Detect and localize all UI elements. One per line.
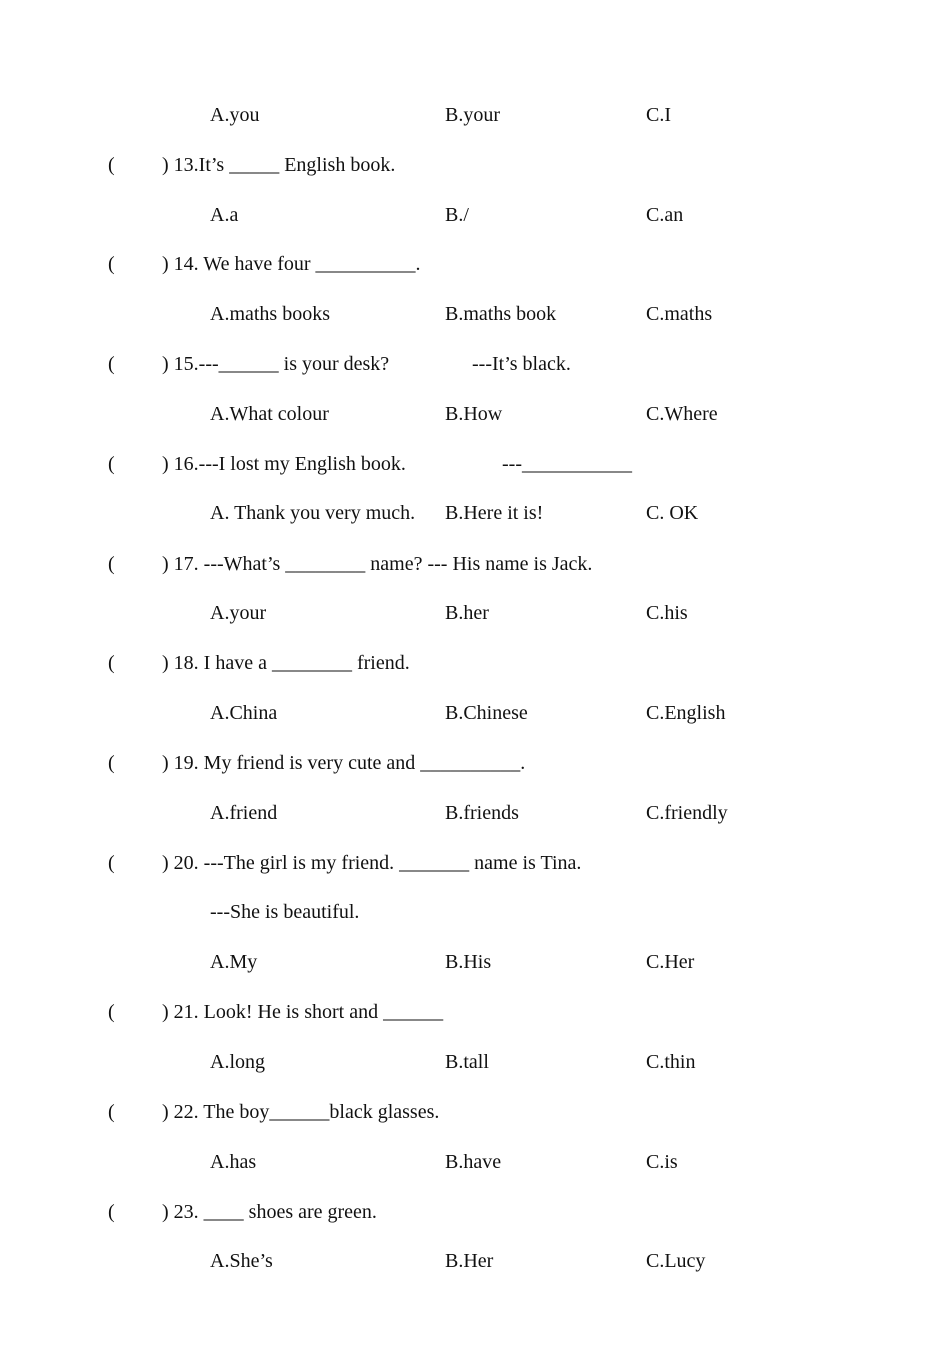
question-16-options xyxy=(0,500,950,526)
option-b: B.His xyxy=(445,951,492,973)
question-stem: ) 19. My friend is very cute and __________. xyxy=(162,752,526,774)
option-b: B.tall xyxy=(445,1051,489,1073)
question-stem: ) 13.It’s _____ English book. xyxy=(162,154,396,176)
option-b: B.Here it is! xyxy=(445,502,544,524)
question-13-options xyxy=(0,202,950,228)
option-a: A.My xyxy=(210,951,258,973)
question-14-options xyxy=(0,301,950,327)
option-b: B.your xyxy=(445,104,500,126)
question-stem: ) 14. We have four __________. xyxy=(162,253,421,275)
answer-blank[interactable]: ( xyxy=(108,752,115,774)
option-a: A.China xyxy=(210,702,278,724)
option-a: A.friend xyxy=(210,802,278,824)
option-a: A.What colour xyxy=(210,403,329,425)
question-continuation: ---She is beautiful. xyxy=(210,901,360,923)
option-b: B.How xyxy=(445,403,503,425)
answer-blank[interactable]: ( xyxy=(108,652,115,674)
answer-blank[interactable]: ( xyxy=(108,1201,115,1223)
question-stem: ) 15.---______ is your desk? xyxy=(162,353,390,375)
option-c: C.Lucy xyxy=(646,1250,706,1272)
question-18 xyxy=(0,650,950,676)
option-b: B.maths book xyxy=(445,303,557,325)
option-b: B.Chinese xyxy=(445,702,528,724)
question-15 xyxy=(0,351,950,377)
question-stem: ) 23. ____ shoes are green. xyxy=(162,1201,377,1223)
question-19 xyxy=(0,750,950,776)
option-b: B.Her xyxy=(445,1250,494,1272)
question-23 xyxy=(0,1199,950,1225)
option-a: A.you xyxy=(210,104,260,126)
answer-blank[interactable]: ( xyxy=(108,1001,115,1023)
question-20-continuation xyxy=(0,899,950,925)
option-a: A.maths books xyxy=(210,303,330,325)
option-c: C.thin xyxy=(646,1051,696,1073)
option-c: C.maths xyxy=(646,303,713,325)
option-c: C.English xyxy=(646,702,726,724)
option-a: A.She’s xyxy=(210,1250,273,1272)
answer-blank[interactable]: ( xyxy=(108,852,115,874)
answer-blank[interactable]: ( xyxy=(108,253,115,275)
option-c: C.is xyxy=(646,1151,678,1173)
answer-blank[interactable]: ( xyxy=(108,1101,115,1123)
option-b: B.have xyxy=(445,1151,502,1173)
option-c: C.Where xyxy=(646,403,718,425)
question-stem: ) 20. ---The girl is my friend. _______ name is Tina. xyxy=(162,852,582,874)
option-a: A.has xyxy=(210,1151,257,1173)
question-stem: ) 17. ---What’s ________ name? --- His name is Jack. xyxy=(162,553,593,575)
option-a: A. Thank you very much. xyxy=(210,502,416,524)
question-stem: ) 18. I have a ________ friend. xyxy=(162,652,410,674)
option-c: C.his xyxy=(646,602,688,624)
question-22 xyxy=(0,1099,950,1125)
question-21-options xyxy=(0,1049,950,1075)
question-stem: ) 22. The boy______black glasses. xyxy=(162,1101,440,1123)
option-a: A.your xyxy=(210,602,267,624)
answer-blank[interactable]: ( xyxy=(108,453,115,475)
option-c: C.an xyxy=(646,204,684,226)
option-c: C.friendly xyxy=(646,802,728,824)
option-b: B.friends xyxy=(445,802,519,824)
question-21 xyxy=(0,999,950,1025)
answer-blank[interactable]: ( xyxy=(108,353,115,375)
q12-options xyxy=(0,102,950,128)
option-b: B./ xyxy=(445,204,469,226)
question-reply: ---It’s black. xyxy=(472,353,571,375)
question-17 xyxy=(0,551,950,577)
question-22-options xyxy=(0,1149,950,1175)
option-a: A.a xyxy=(210,204,239,226)
question-20-options xyxy=(0,949,950,975)
question-16 xyxy=(0,451,950,477)
option-c: C. OK xyxy=(646,502,699,524)
question-18-options xyxy=(0,700,950,726)
answer-blank[interactable]: ( xyxy=(108,154,115,176)
question-reply: ---___________ xyxy=(502,453,632,475)
question-13 xyxy=(0,152,950,178)
option-c: C.I xyxy=(646,104,671,126)
question-stem: ) 21. Look! He is short and ______ xyxy=(162,1001,444,1023)
question-20 xyxy=(0,850,950,876)
question-23-options xyxy=(0,1248,950,1274)
option-b: B.her xyxy=(445,602,489,624)
option-a: A.long xyxy=(210,1051,265,1073)
question-15-options xyxy=(0,401,950,427)
question-17-options xyxy=(0,600,950,626)
question-14 xyxy=(0,251,950,277)
option-c: C.Her xyxy=(646,951,695,973)
question-stem: ) 16.---I lost my English book. xyxy=(162,453,406,475)
question-19-options xyxy=(0,800,950,826)
answer-blank[interactable]: ( xyxy=(108,553,115,575)
